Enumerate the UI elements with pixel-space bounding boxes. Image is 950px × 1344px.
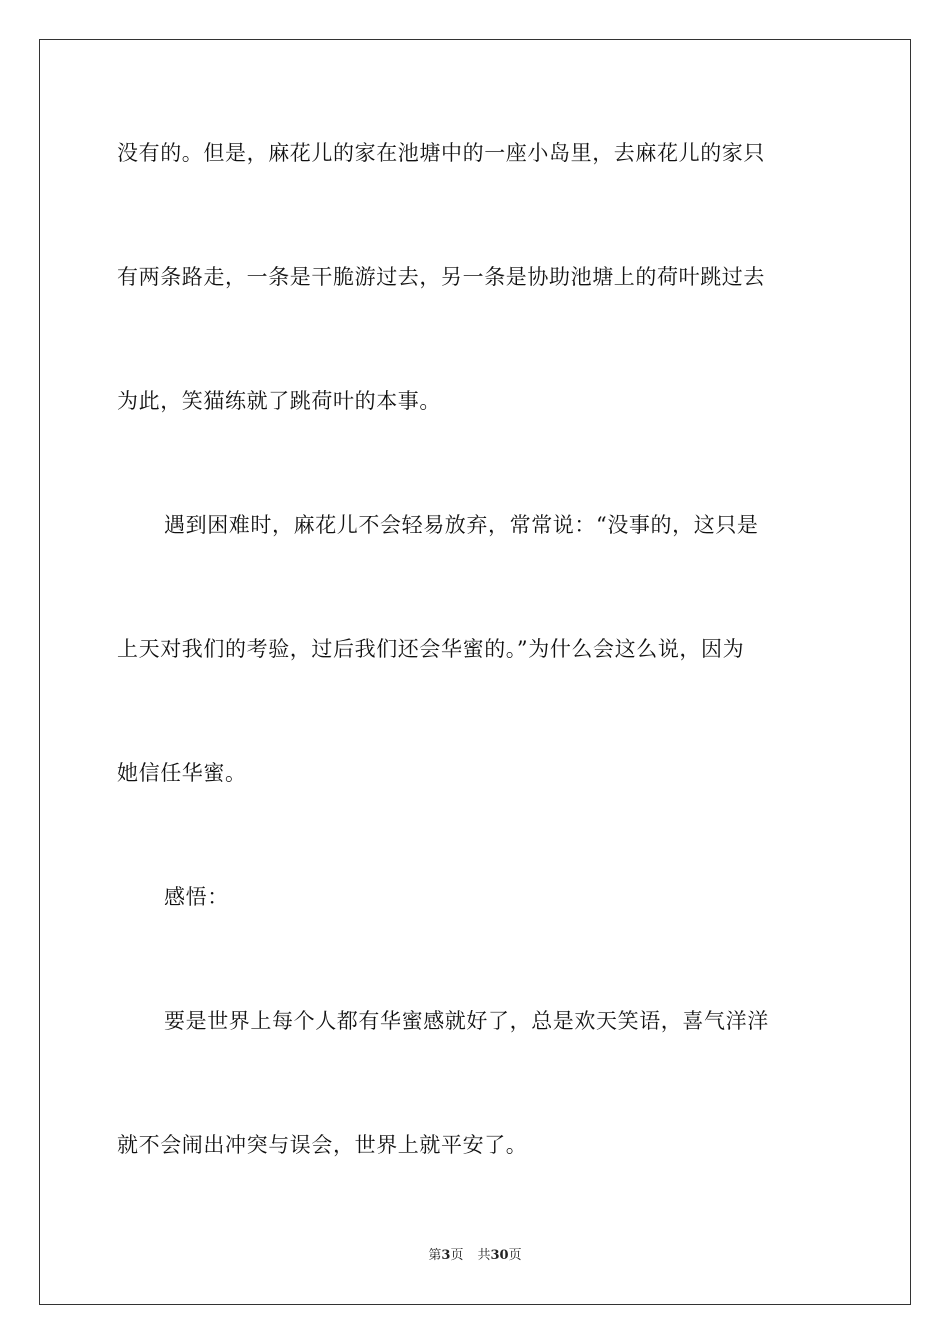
total-pages: 30 <box>490 1248 509 1263</box>
text-line-7: 感悟： <box>164 885 229 909</box>
text-line-3: 为此，笑猫练就了跳荷叶的本事。 <box>117 389 441 413</box>
total-suffix: 页 <box>508 1248 522 1263</box>
text-line-8: 要是世界上每个人都有华蜜感就好了，总是欢天笑语，喜气洋洋 <box>164 1009 769 1033</box>
text-line-5: 上天对我们的考验，过后我们还会华蜜的。”为什么会这么说，因为 <box>117 637 745 661</box>
text-line-6: 她信任华蜜。 <box>117 761 247 785</box>
page-footer <box>0 1246 950 1266</box>
text-line-4: 遇到困难时，麻花儿不会轻易放弃，常常说：“没事的，这只是 <box>164 513 759 537</box>
text-line-2: 有两条路走，一条是干脆游过去，另一条是协助池塘上的荷叶跳过去 <box>117 265 765 289</box>
total-prefix: 共 <box>477 1248 491 1263</box>
page-prefix: 第 <box>428 1248 442 1263</box>
page-border <box>39 39 911 1305</box>
page-number: 3 <box>441 1248 451 1263</box>
text-line-9: 就不会闹出冲突与误会，世界上就平安了。 <box>117 1133 528 1157</box>
text-line-1: 没有的。但是，麻花儿的家在池塘中的一座小岛里，去麻花儿的家只 <box>117 141 765 165</box>
page-suffix: 页 <box>450 1248 464 1263</box>
